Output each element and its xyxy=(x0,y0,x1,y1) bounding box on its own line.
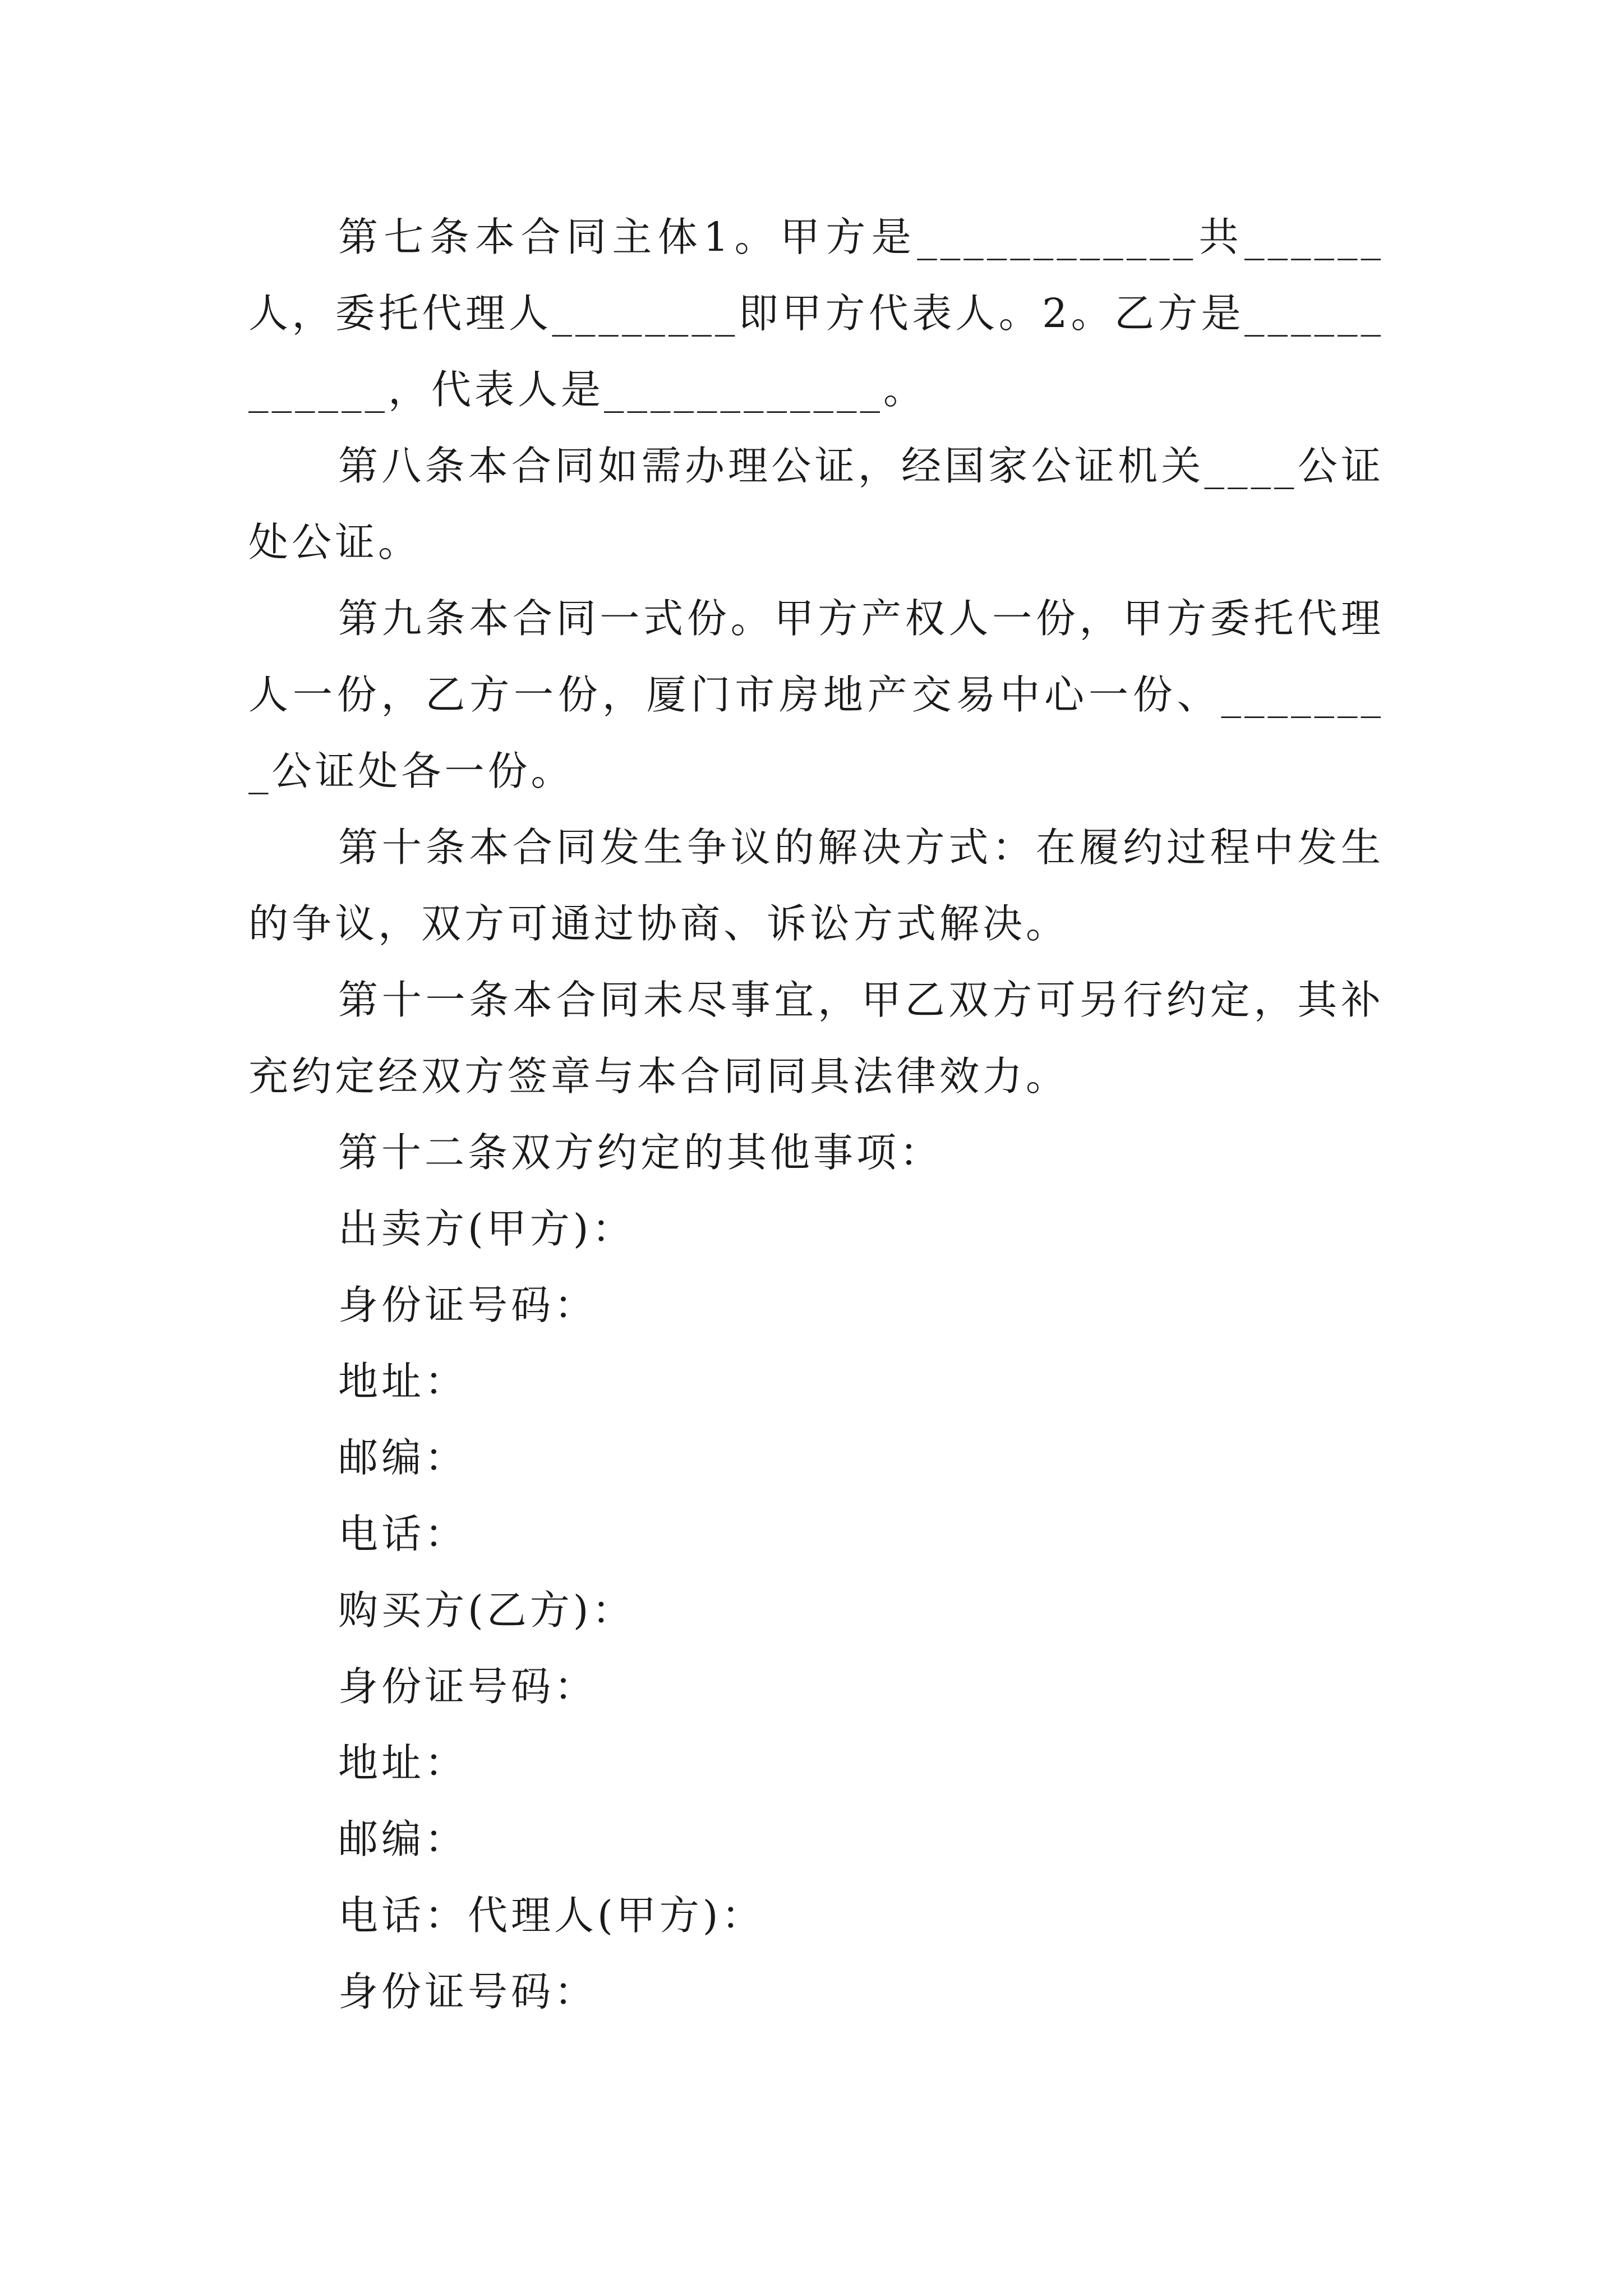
buyer-id-number: 身份证号码： xyxy=(338,1663,598,1710)
clause-12: 第十二条双方约定的其他事项： xyxy=(338,1129,943,1176)
buyer-phone-agent: 电话：代理人(甲方)： xyxy=(338,1892,765,1939)
agent-id-number: 身份证号码： xyxy=(338,1968,598,2015)
buyer-postcode: 邮编： xyxy=(338,1816,468,1862)
buyer-address: 地址： xyxy=(338,1740,468,1786)
buyer-label: 购买方(乙方)： xyxy=(338,1587,635,1634)
seller-phone: 电话： xyxy=(338,1511,468,1557)
seller-id-number: 身份证号码： xyxy=(338,1282,598,1328)
clause-10: 第十条本合同发生争议的解决方式：在履约过程中发生的争议，双方可通过协商、诉讼方式解决。 xyxy=(248,824,1384,947)
seller-postcode: 邮编： xyxy=(338,1434,468,1481)
clause-8: 第八条本合同如需办理公证，经国家公证机关____公证处公证。 xyxy=(248,443,1384,565)
clause-9: 第九条本合同一式份。甲方产权人一份，甲方委托代理人一份，乙方一份，厦门市房地产交易中心一份、________公证处各一份。 xyxy=(248,595,1384,794)
clause-7: 第七条本合同主体1。甲方是____________共______人，委托代理人________即甲方代表人。2。乙方是____________，代表人是____________。 xyxy=(248,214,1384,413)
seller-address: 地址： xyxy=(338,1358,468,1405)
clause-11: 第十一条本合同未尽事宜，甲乙双方可另行约定，其补充约定经双方签章与本合同同具法律效力。 xyxy=(248,977,1384,1099)
document-page xyxy=(248,199,1384,2030)
seller-label: 出卖方(甲方)： xyxy=(338,1205,635,1252)
